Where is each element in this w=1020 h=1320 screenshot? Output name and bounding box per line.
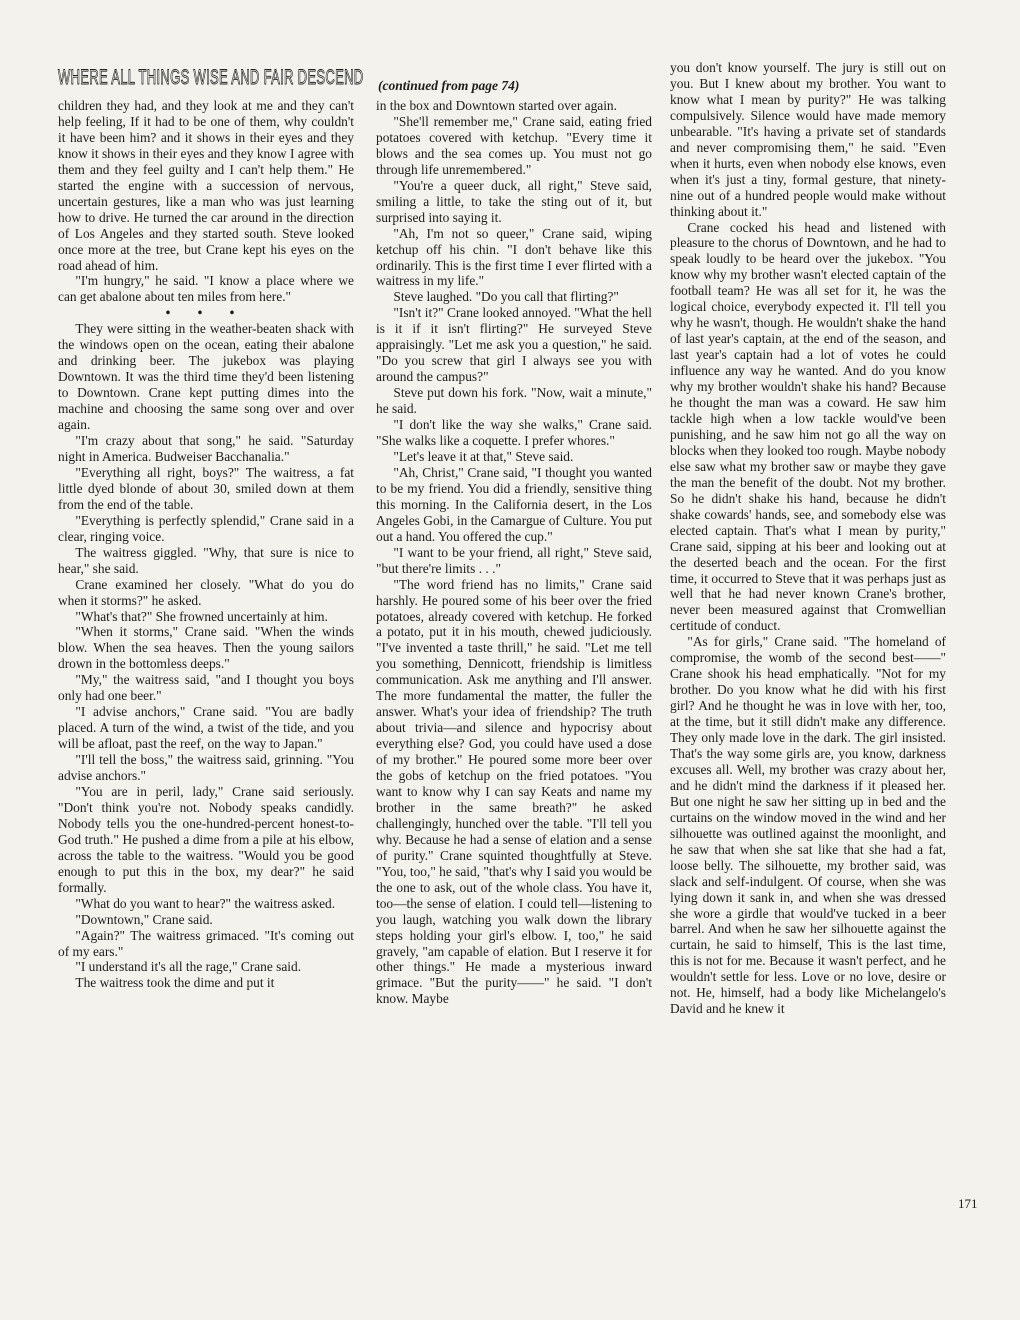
paragraph: "Downtown," Crane said. — [75, 911, 213, 927]
paragraph: "I'm hungry," he said. "I know a place where we can get abalone about ten miles from here." — [58, 273, 354, 305]
paragraph: you don't know yourself. The jury is still out on you. But I knew about my brother. You want to know what I mean by purity?" He was talking compulsively. Silence would have made memory unbearable. "It's having a private set of standards and never compromising them," he said. "Even when it hurts, even when nobody else knows, even when it's just a tiny, formal gesture, that ninety-nine out of a hundred people would make without thinking about it." — [670, 60, 946, 219]
page-number: 171 — [958, 1196, 978, 1211]
text-column-3 — [670, 60, 946, 1017]
paragraph: "Ah, I'm not so queer," Crane said, wiping ketchup off his chin. "I don't behave like this ordinarily. This is the first time I ever flirted with a waitress in my life." — [376, 225, 652, 289]
paragraph: "Everything all right, boys?" The waitress, a fat little dyed blonde of about 30, smiled down at them from the end of the table. — [58, 464, 354, 512]
text-column-2 — [376, 98, 652, 1007]
paragraph: "I don't like the way she walks," Crane said. "She walks like a coquette. I prefer whores." — [376, 417, 652, 449]
paragraph: They were sitting in the weather-beaten shack with the windows open on the ocean, eating their abalone and drinking beer. The jukebox was playing Downtown. It was the third time they'd been listening to Downtown. Crane kept putting dimes into the machine and choosing the same song over and over again. — [58, 321, 354, 433]
paragraph: Crane cocked his head and listened with pleasure to the chorus of Downtown, and he had to speak loudly to be heard over the jukebox. "You know why my brother wasn't elected captain of the football team? He was all set for it, he was the logical choice, everybody expected it. I'll tell you why he wasn't, though. He wouldn't shake the hand of last year's captain, at the end of the season, and last year's captain had a lot of votes he could influence any way he wanted. And do you know why my brother wouldn't shake his hand? Because he thought the man was a coward. He saw him tackle high when a low tackle would've been punishing, and he saw him not go all the way on blocks when they looked too rough. Maybe nobody else saw what my brother saw or maybe they gave the man the benefit of the doubt. Not my brother. So he didn't shake his hand, because he didn't shake cowards' hands, see, and somebody else was elected captain. That's what I mean by purity," Crane said, sipping at his beer and looking out at the deserted beach and the ocean. For the first time, it occurred to Steve that it was perhaps just as well that he had never known Crane's brother, never been measured against that Cromwellian certitude of conduct. — [670, 219, 946, 634]
paragraph: "What do you want to hear?" the waitress asked. — [75, 895, 336, 911]
section-break: • • • — [165, 305, 247, 321]
article-headline: WHERE ALL THINGS WISE AND FAIR DESCEND — [58, 66, 364, 89]
paragraph: "She'll remember me," Crane said, eating fried potatoes covered with ketchup. "Every time it blows and the sea comes up. You must not go through life unremembered." — [376, 113, 652, 177]
article-header — [58, 64, 658, 98]
paragraph: "What's that?" She frowned uncertainly at him. — [75, 608, 328, 624]
paragraph: The waitress took the dime and put it — [75, 975, 275, 991]
paragraph: "The word friend has no limits," Crane said harshly. He poured some of his beer over the fried potatoes, already covered with ketchup. He forked a potato, put it in his mouth, chewed judiciously. "I've invented a taste thrill," he said. "Let me tell you something, Dennicott, friendship is limitless communication. Ask me anything and I'll answer. The more fundamental the matter, the fuller the answer. What's your idea of friendship? The truth about trivia—and silence and hypocrisy about everything else? God, you could have used a dose of my brother." He poured some more beer over the gobs of ketchup on the fried potatoes. "You want to know why I can say Keats and name my brother in the same breath?" he asked challengingly, hunched over the table. "I'll tell you why. Because he had a sense of elation and a sense of purity." Crane squinted thoughtfully at Steve. "You, too," he said, "that's why I said you would be the one to ask, out of the whole class. You have it, too—the sense of elation. I could tell—listening to you laugh, watching you walk down the library steps holding your girl's elbow. I, too," he said gravely, "am capable of elation. But I reserve it for other things." He made a mysterious inward grimace. "But the purity——" he said. "I don't know. Maybe — [376, 576, 652, 1007]
paragraph: "Everything is perfectly splendid," Crane said in a clear, ringing voice. — [58, 512, 354, 544]
paragraph: "When it storms," Crane said. "When the winds blow. When the sea heaves. Then the young sailors drown in the bottomless deeps." — [58, 624, 354, 672]
paragraph: children they had, and they look at me and they can't help feeling, If it had to be one of them, why couldn't it have been him? and it shows in their eyes and they know it shows in their eyes and they know I agree with them and they feel guilty and I can't help them." He started the engine with a succession of nervous, uncertain gestures, like a man who was just learning how to drive. He turned the car around in the direction of Los Angeles and they started south. Steve looked once more at the tree, but Crane kept his eyes on the road ahead of him. — [58, 98, 354, 273]
paragraph: Crane examined her closely. "What do you do when it storms?" he asked. — [58, 576, 354, 608]
paragraph: "I'll tell the boss," the waitress said, grinning. "You advise anchors." — [58, 752, 354, 784]
paragraph: "You are in peril, lady," Crane said seriously. "Don't think you're not. Nobody speaks candidly. Nobody tells you the one-hundred-percent honest-to-God truth." He pushed a dime from a pile at his elbow, across the table to the waitress. "Would you be good enough to put this in the box, my dear?" he said formally. — [58, 783, 354, 895]
paragraph: "My," the waitress said, "and I thought you boys only had one beer." — [58, 672, 354, 704]
paragraph: "Let's leave it at that," Steve said. — [393, 448, 574, 464]
paragraph: "I understand it's all the rage," Crane said. — [75, 959, 302, 975]
paragraph: "I'm crazy about that song," he said. "Saturday night in America. Budweiser Bacchanalia." — [58, 433, 354, 464]
paragraph: The waitress giggled. "Why, that sure is nice to hear," she said. — [58, 544, 354, 576]
paragraph: "I want to be your friend, all right," Steve said, "but there're limits . . ." — [376, 544, 652, 576]
paragraph: "Again?" The waitress grimaced. "It's coming out of my ears." — [58, 927, 354, 959]
paragraph: "You're a queer duck, all right," Steve said, smiling a little, to take the sting out of it, but surprised into saying it. — [376, 177, 652, 225]
paragraph: in the box and Downtown started over again. — [376, 98, 617, 113]
paragraph: Steve put down his fork. "Now, wait a minute," he said. — [376, 385, 652, 417]
paragraph: "As for girls," Crane said. "The homeland of compromise, the womb of the second best——" Crane shook his head emphatically. "Not for my brother. Do you know what he did with his first girl? And he thought he was in love with her, too, at the time, but it still didn't make any difference. They only made love in the dark. The girl insisted. That's the way some girls are, you know, darkness excuses all. Well, my brother was crazy about her, and he didn't mind the darkness if it pleased her. But one night he saw her sitting up in bed and the curtains on the window moved in the wind and her silhouette was outlined against the moonlight, and he saw that when she sat like that she had a fat, loose belly. The silhouette, my brother said, was slack and self-indulgent. Of course, when she was lying down it sank in, and when she was dressed she wore a girdle that would've tucked in a beer barrel. And when he saw her silhouette against the curtain, he said to himself, This is the last time, this is not for me. Because it wasn't perfect, and he wouldn't settle for less. Love or no love, desire or not. He, himself, had a body like Michelangelo's David and he knew it — [670, 634, 946, 1017]
paragraph: "I advise anchors," Crane said. "You are badly placed. A turn of the wind, a twist of the tide, and you will be afloat, past the reef, on the way to Japan." — [58, 704, 354, 752]
paragraph: Steve laughed. "Do you call that flirting?" — [393, 289, 619, 305]
text-column-1 — [58, 98, 354, 991]
paragraph: "Ah, Christ," Crane said, "I thought you wanted to be my friend. You did a friendly, sensitive thing this morning. In the California desert, in the Los Angeles Gobi, in the Camargue of Culture. You put out a hand. You offered the cup." — [376, 464, 652, 544]
paragraph: "Isn't it?" Crane looked annoyed. "What the hell is it if it isn't flirting?" He surveyed Steve appraisingly. "Let me ask you a question," he said. "Do you screw that girl I always see you with around the campus?" — [376, 305, 652, 385]
continued-note: (continued from page 74) — [378, 78, 520, 93]
